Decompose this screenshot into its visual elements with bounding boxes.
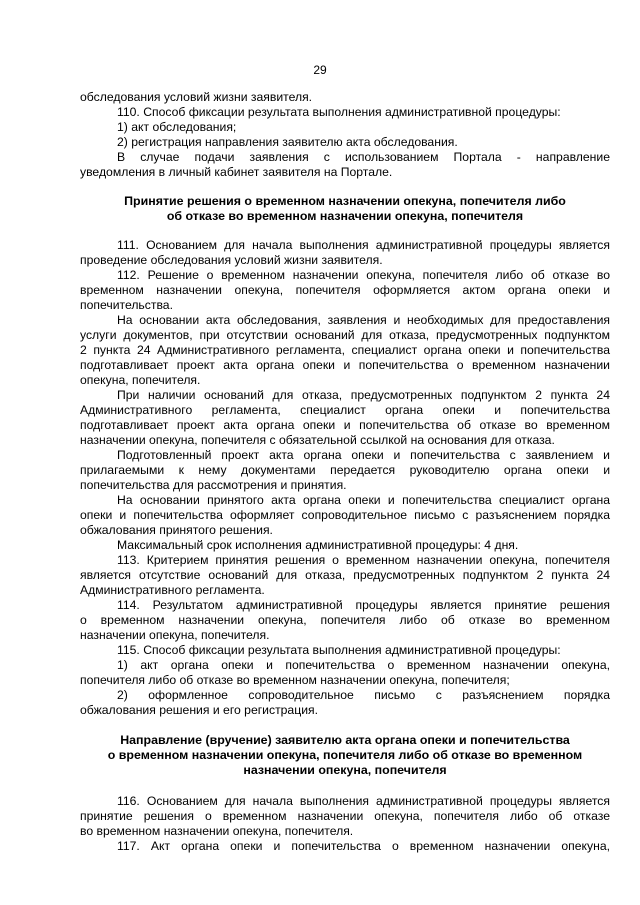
text-line: 117. Акт органа опеки и попечительства о временном назначении опекуна, [117,839,610,853]
text-line: обжалования принятого решения. [80,523,273,537]
text-line: 113. Критерием принятия решения о временном назначении опекуна, попечителя [117,553,610,567]
text-line: услуги документов, при отсутствии оснований для отказа, предусмотренных подпунктом [80,328,610,342]
text-line: 110. Способ фиксации результата выполнения административной процедуры: [117,105,561,119]
text-line: 116. Основанием для начала выполнения административной процедуры является [117,794,610,808]
text-line: На основании принятого акта органа опеки и попечительства специалист органа [117,493,610,507]
text-line: опеки и попечительства оформляет сопроводительное письмо с разъяснением порядка [80,508,610,522]
text-line: попечительства для рассмотрения и принятия. [80,478,347,492]
text-line: 1) акт обследования; [117,120,237,134]
section-heading-line: Принятие решения о временном назначении опекуна, попечителя либо [124,194,566,208]
text-line: во временном назначении опекуна, попечителя. [80,824,354,838]
text-line: подготавливает проект акта органа опеки и попечительства об отказе во временном [80,418,610,432]
text-line: принятие решения о временном назначении опекуна, попечителя либо об отказе [80,809,610,823]
text-line: опекуна, попечителя. [80,373,201,387]
text-line: В случае подачи заявления с использованием Портала - направление [117,150,610,164]
section-heading-line: назначении опекуна, попечителя [243,763,447,777]
text-line: Административного регламента. [80,583,265,597]
text-line: попечителя либо об отказе во временном назначении опекуна, попечителя; [80,673,510,687]
text-line: На основании акта обследования, заявления и необходимых для предоставления [117,313,610,327]
text-line: обследования условий жизни заявителя. [80,90,313,104]
page-number: 29 [313,63,327,77]
section-heading-line: Направление (вручение) заявителю акта органа опеки и попечительства [120,733,570,747]
text-line: временном назначении опекуна, попечителя оформляется актом органа опеки и [80,283,610,297]
section-heading-line: о временном назначении опекуна, попечителя либо об отказе во временном [107,748,583,762]
text-line: попечительства. [80,298,173,312]
text-line: проведение обследования условий жизни заявителя. [80,253,383,267]
text-line: обжалования решения и его регистрация. [80,703,318,717]
text-line: подготавливает проект акта органа опеки и попечительства о временном назначении [80,358,610,372]
text-line: Административного регламента, специалист органа опеки и попечительства [80,403,610,417]
text-line: назначении опекуна, попечителя. [80,628,270,642]
text-line: назначении опекуна, попечителя с обязательной ссылкой на основания для отказа. [80,433,555,447]
text-line: прилагаемыми к нему документами передается руководителю органа опеки и [80,463,610,477]
text-line: о временном назначении опекуна, попечителя либо об отказе во временном [80,613,610,627]
text-line: При наличии оснований для отказа, предусмотренных подпунктом 2 пункта 24 [117,388,610,402]
text-line: является отсутствие оснований для отказа, предусмотренных подпунктом 2 пункта 24 [80,568,610,582]
text-line: 111. Основанием для начала выполнения административной процедуры является [117,238,610,252]
text-line: 2) регистрация направления заявителю акта обследования. [117,135,458,149]
text-line: 2) оформленное сопроводительное письмо с разъяснением порядка [117,688,610,702]
text-line: 1) акт органа опеки и попечительства о временном назначении опекуна, [117,658,610,672]
text-line: 114. Результатом административной процедуры является принятие решения [117,598,610,612]
text-line: Подготовленный проект акта органа опеки и попечительства с заявлением и [117,448,610,462]
section-heading-line: об отказе во временном назначении опекуна, попечителя [166,209,524,223]
text-line: 112. Решение о временном назначении опекуна, попечителя либо об отказе во [117,268,610,282]
text-line: Максимальный срок исполнения административной процедуры: 4 дня. [117,538,519,552]
text-line: 2 пункта 24 Административного регламента, специалист органа опеки и попечительства [80,343,610,357]
text-line: уведомления в личный кабинет заявителя на Портале. [80,165,393,179]
text-line: 115. Способ фиксации результата выполнения административной процедуры: [117,643,561,657]
